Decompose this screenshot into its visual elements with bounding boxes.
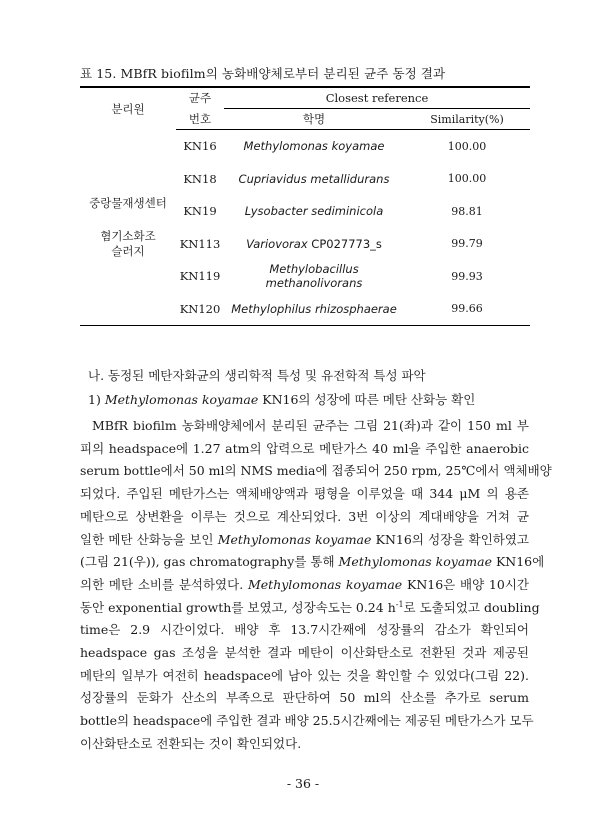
paragraph-line: bottle의 headspace에 주입한 결과 배양 25.5시간째에는 제공된 메탄가스가 모두: [80, 713, 534, 729]
header-strain-no-2: 번호: [176, 109, 224, 130]
source-cell: [80, 130, 176, 326]
species-italic: Methylomonas koyamae: [104, 392, 259, 407]
similarity-value: 100.00: [447, 139, 487, 153]
subsection-heading: 1) Methylomonas koyamae KN16의 성장에 따른 메탄 산화능 확인: [88, 392, 476, 407]
similarity-value: 99.79: [451, 237, 483, 251]
paragraph-line: 일한 메탄 산화능을 보인 Methylomonas koyamae KN16의 성장을 확인하였고: [80, 531, 529, 547]
header-similarity: Similarity(%): [404, 109, 530, 130]
header-species: 학명: [224, 109, 404, 130]
strain-identification-table: [80, 86, 530, 326]
paragraph-line: 의한 메탄 소비를 분석하였다. Methylomonas koyamae KN16은 배양 10시간: [80, 576, 529, 592]
species-name: Methylophilus rhizosphaerae: [231, 301, 397, 316]
strain-id: KN18: [183, 171, 217, 186]
strain-id: KN119: [179, 269, 221, 284]
species-name: Methylomonas koyamae: [243, 139, 385, 154]
species-name: Cupriavidus metallidurans: [238, 171, 390, 186]
section-heading: 나. 동정된 메탄자화균의 생리학적 특성 및 유전학적 특성 파악: [88, 368, 426, 383]
paragraph-line: headspace gas 조성을 분석한 결과 메탄이 이산화탄소로 전환된 것과 제공된: [80, 645, 529, 661]
strain-id: KN19: [183, 204, 217, 219]
source-line: 중랑물재생센터: [89, 195, 167, 210]
paragraph-line: 성장률의 둔화가 산소의 부족으로 판단하여 50 ml의 산소를 추가로 serum: [80, 690, 529, 706]
header-source: 분리원: [111, 101, 145, 116]
similarity-value: 99.93: [451, 269, 483, 283]
table-row: [80, 130, 530, 163]
similarity-value: 99.66: [451, 302, 483, 316]
species-name: Variovorax CP027773_s: [246, 236, 382, 251]
paragraph-line: MBfR biofilm 농화배양체에서 분리된 균주는 그림 21(좌)과 같이 150 ml 부: [92, 418, 529, 433]
paragraph-line: time은 2.9 시간이었다. 배양 후 13.7시간째에 성장률의 감소가 확인되어: [80, 622, 529, 638]
paragraph-line: 이산화탄소로 전환되는 것이 확인되었다.: [80, 735, 302, 751]
similarity-value: 100.00: [447, 172, 487, 186]
paragraph-line: 피의 headspace에 1.27 atm의 압력으로 메탄가스 40 ml을 주입한 anaerobic: [80, 440, 529, 456]
paragraph-line: serum bottle에서 50 ml의 NMS media에 접종되어 250 rpm, 25℃에서 액체배양: [80, 463, 552, 479]
paragraph-line: 동안 exponential growth를 보였고, 성장속도는 0.24 $h^{-1}$로 도출되었고 doubling: [80, 599, 540, 615]
paragraph-line: 메탄의 일부가 여전히 headspace에 남아 있는 것을 확인할 수 있었다(그림 22).: [80, 667, 529, 683]
page-number: - 36 -: [286, 776, 320, 791]
header-closest-reference: Closest reference: [224, 87, 530, 109]
species-name: Lysobacter sediminicola: [244, 204, 384, 219]
species-name: Methylobacillus methanolivorans: [265, 262, 363, 291]
table-caption: 표 15. MBfR biofilm의 농화배양체로부터 분리된 균주 동정 결과: [80, 66, 446, 81]
strain-id: KN120: [179, 301, 221, 316]
strain-id: KN16: [183, 139, 217, 154]
source-line: 혐기소화조: [100, 228, 156, 243]
strain-id: KN113: [179, 236, 221, 251]
paragraph-line: (그림 21(우)), gas chromatography를 통해 Methylomonas koyamae KN16에: [80, 554, 545, 570]
header-strain-no-1: 균주: [188, 91, 212, 106]
paragraph-line: 메탄으로 상변환을 이루는 것으로 계산되었다. 3번 이상의 계대배양을 거쳐 균: [80, 508, 529, 524]
source-line: 슬러지: [111, 243, 145, 258]
paragraph-line: 되었다. 주입된 메탄가스는 액체배양액과 평형을 이루었을 때 344 μM 의 용존: [80, 486, 529, 502]
similarity-value: 98.81: [451, 204, 483, 218]
body-paragraph: [80, 415, 552, 756]
